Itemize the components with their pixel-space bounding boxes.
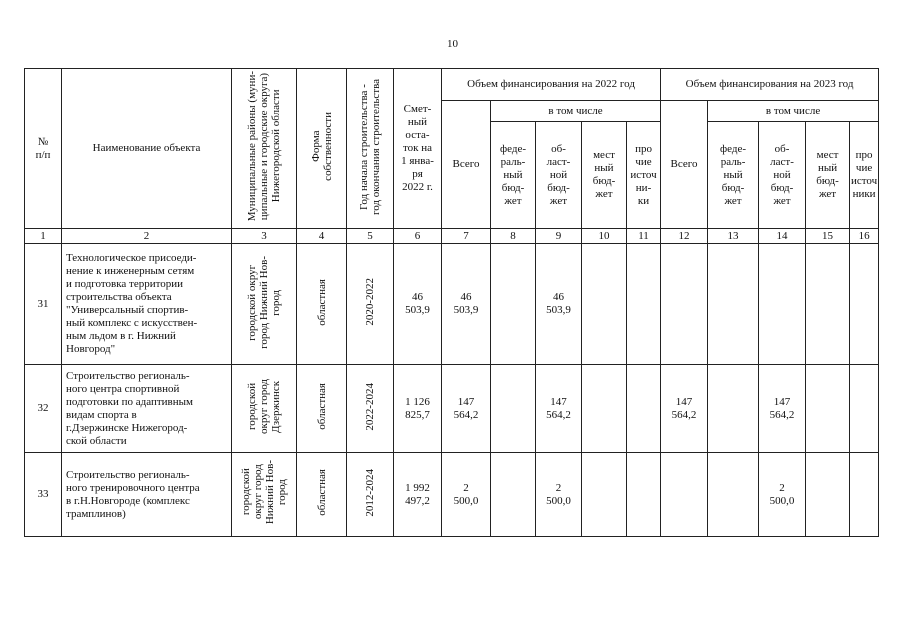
header-fin-2023: Объем финансирования на 2023 год <box>661 69 879 101</box>
header-years <box>347 69 394 229</box>
table-row <box>25 365 879 453</box>
other-2023-value <box>850 244 879 365</box>
col-number: 6 <box>394 229 442 244</box>
col-number: 4 <box>297 229 347 244</box>
column-numbers-row <box>25 229 879 244</box>
header-district-text: Муниципальные районы (муни- ципальные и городские округа) Нижегородской области <box>246 71 282 222</box>
total-2022-value: 2 500,0 <box>442 453 491 537</box>
col-number: 13 <box>708 229 759 244</box>
header-row-1 <box>25 69 879 101</box>
financing-table <box>24 68 879 537</box>
col-number: 12 <box>661 229 708 244</box>
row-num: 33 <box>25 453 62 537</box>
object-name: Технологическое присоеди- нение к инженерным сетям и подготовка территории строительства объекта "Универсальный спортив- ный комплекс с искусствен- ным льдом в г. Нижний Новгород" <box>62 244 232 365</box>
local-2022-value <box>582 453 627 537</box>
ownership-text: областная <box>315 383 328 430</box>
col-number: 9 <box>536 229 582 244</box>
header-regional-2022: об- ласт- ной бюд- жет <box>536 122 582 229</box>
other-2022-value <box>627 244 661 365</box>
object-name: Строительство региональ- ного тренировочного центра в г.Н.Новгороде (комплекс трамплинов) <box>62 453 232 537</box>
regional-2023-value: 147 564,2 <box>759 365 806 453</box>
ownership-cell <box>297 365 347 453</box>
row-num: 31 <box>25 244 62 365</box>
federal-2022-value <box>491 365 536 453</box>
header-fin-2022: Объем финансирования на 2022 год <box>442 69 661 101</box>
page-number: 10 <box>447 38 458 50</box>
header-total-2023: Всего <box>661 101 708 229</box>
header-federal-2022: феде- раль- ный бюд- жет <box>491 122 536 229</box>
years-cell <box>347 453 394 537</box>
years-text: 2020-2022 <box>364 278 376 326</box>
header-including-2022: в том числе <box>491 101 661 122</box>
col-number: 8 <box>491 229 536 244</box>
table-row <box>25 453 879 537</box>
col-number: 16 <box>850 229 879 244</box>
header-including-2023: в том числе <box>708 101 879 122</box>
total-2023-value <box>661 244 708 365</box>
total-2023-value: 147 564,2 <box>661 365 708 453</box>
header-total-2022: Всего <box>442 101 491 229</box>
ownership-cell <box>297 453 347 537</box>
col-number: 3 <box>232 229 297 244</box>
total-2022-value: 147 564,2 <box>442 365 491 453</box>
table-row <box>25 244 879 365</box>
federal-2023-value <box>708 453 759 537</box>
object-name: Строительство региональ- ного центра спортивной подготовки по адаптивным видам спорта в г.Дзержинске Нижегород- ской области <box>62 365 232 453</box>
federal-2023-value <box>708 244 759 365</box>
header-regional-2023: об- ласт- ной бюд- жет <box>759 122 806 229</box>
col-number: 5 <box>347 229 394 244</box>
local-2023-value <box>806 453 850 537</box>
ownership-text: областная <box>315 469 328 516</box>
estimate-value: 1 126 825,7 <box>394 365 442 453</box>
regional-2023-value: 2 500,0 <box>759 453 806 537</box>
estimate-value: 1 992 497,2 <box>394 453 442 537</box>
ownership-cell <box>297 244 347 365</box>
years-cell <box>347 244 394 365</box>
years-text: 2022-2024 <box>364 382 376 431</box>
estimate-value: 46 503,9 <box>394 244 442 365</box>
header-years-text: Год начала строительства - год окончания строительства <box>358 78 382 215</box>
regional-2022-value: 46 503,9 <box>536 244 582 365</box>
total-2023-value <box>661 453 708 537</box>
header-name: Наименование объекта <box>62 69 232 229</box>
header-other-2023: про чие источ ники <box>850 122 879 229</box>
col-number: 1 <box>25 229 62 244</box>
row-num: 32 <box>25 365 62 453</box>
district-cell <box>232 244 297 365</box>
federal-2023-value <box>708 365 759 453</box>
header-num: № п/п <box>25 69 62 229</box>
regional-2022-value: 2 500,0 <box>536 453 582 537</box>
local-2023-value <box>806 365 850 453</box>
years-text: 2012-2024 <box>364 468 376 517</box>
district-text: городской округ город Нижний Нов- город <box>246 255 282 349</box>
other-2022-value <box>627 365 661 453</box>
local-2022-value <box>582 365 627 453</box>
other-2023-value <box>850 453 879 537</box>
header-estimate: Смет- ный оста- ток на 1 янва- ря 2022 г. <box>394 69 442 229</box>
col-number: 7 <box>442 229 491 244</box>
header-local-2022: мест ный бюд- жет <box>582 122 627 229</box>
district-text: городской округ город Дзержинск <box>246 379 282 434</box>
col-number: 11 <box>627 229 661 244</box>
regional-2023-value <box>759 244 806 365</box>
header-ownership <box>297 69 347 229</box>
regional-2022-value: 147 564,2 <box>536 365 582 453</box>
ownership-text: областная <box>315 278 328 326</box>
header-federal-2023: феде- раль- ный бюд- жет <box>708 122 759 229</box>
other-2022-value <box>627 453 661 537</box>
header-other-2022: про чие источ ни- ки <box>627 122 661 229</box>
header-local-2023: мест ный бюд- жет <box>806 122 850 229</box>
years-cell <box>347 365 394 453</box>
federal-2022-value <box>491 453 536 537</box>
local-2023-value <box>806 244 850 365</box>
local-2022-value <box>582 244 627 365</box>
col-number: 14 <box>759 229 806 244</box>
other-2023-value <box>850 365 879 453</box>
col-number: 10 <box>582 229 627 244</box>
col-number: 15 <box>806 229 850 244</box>
district-text: городской округ город Нижний Нов- город <box>240 460 288 525</box>
total-2022-value: 46 503,9 <box>442 244 491 365</box>
federal-2022-value <box>491 244 536 365</box>
header-district <box>232 69 297 229</box>
district-cell <box>232 453 297 537</box>
district-cell <box>232 365 297 453</box>
header-ownership-text: Форма собственности <box>309 112 334 181</box>
col-number: 2 <box>62 229 232 244</box>
